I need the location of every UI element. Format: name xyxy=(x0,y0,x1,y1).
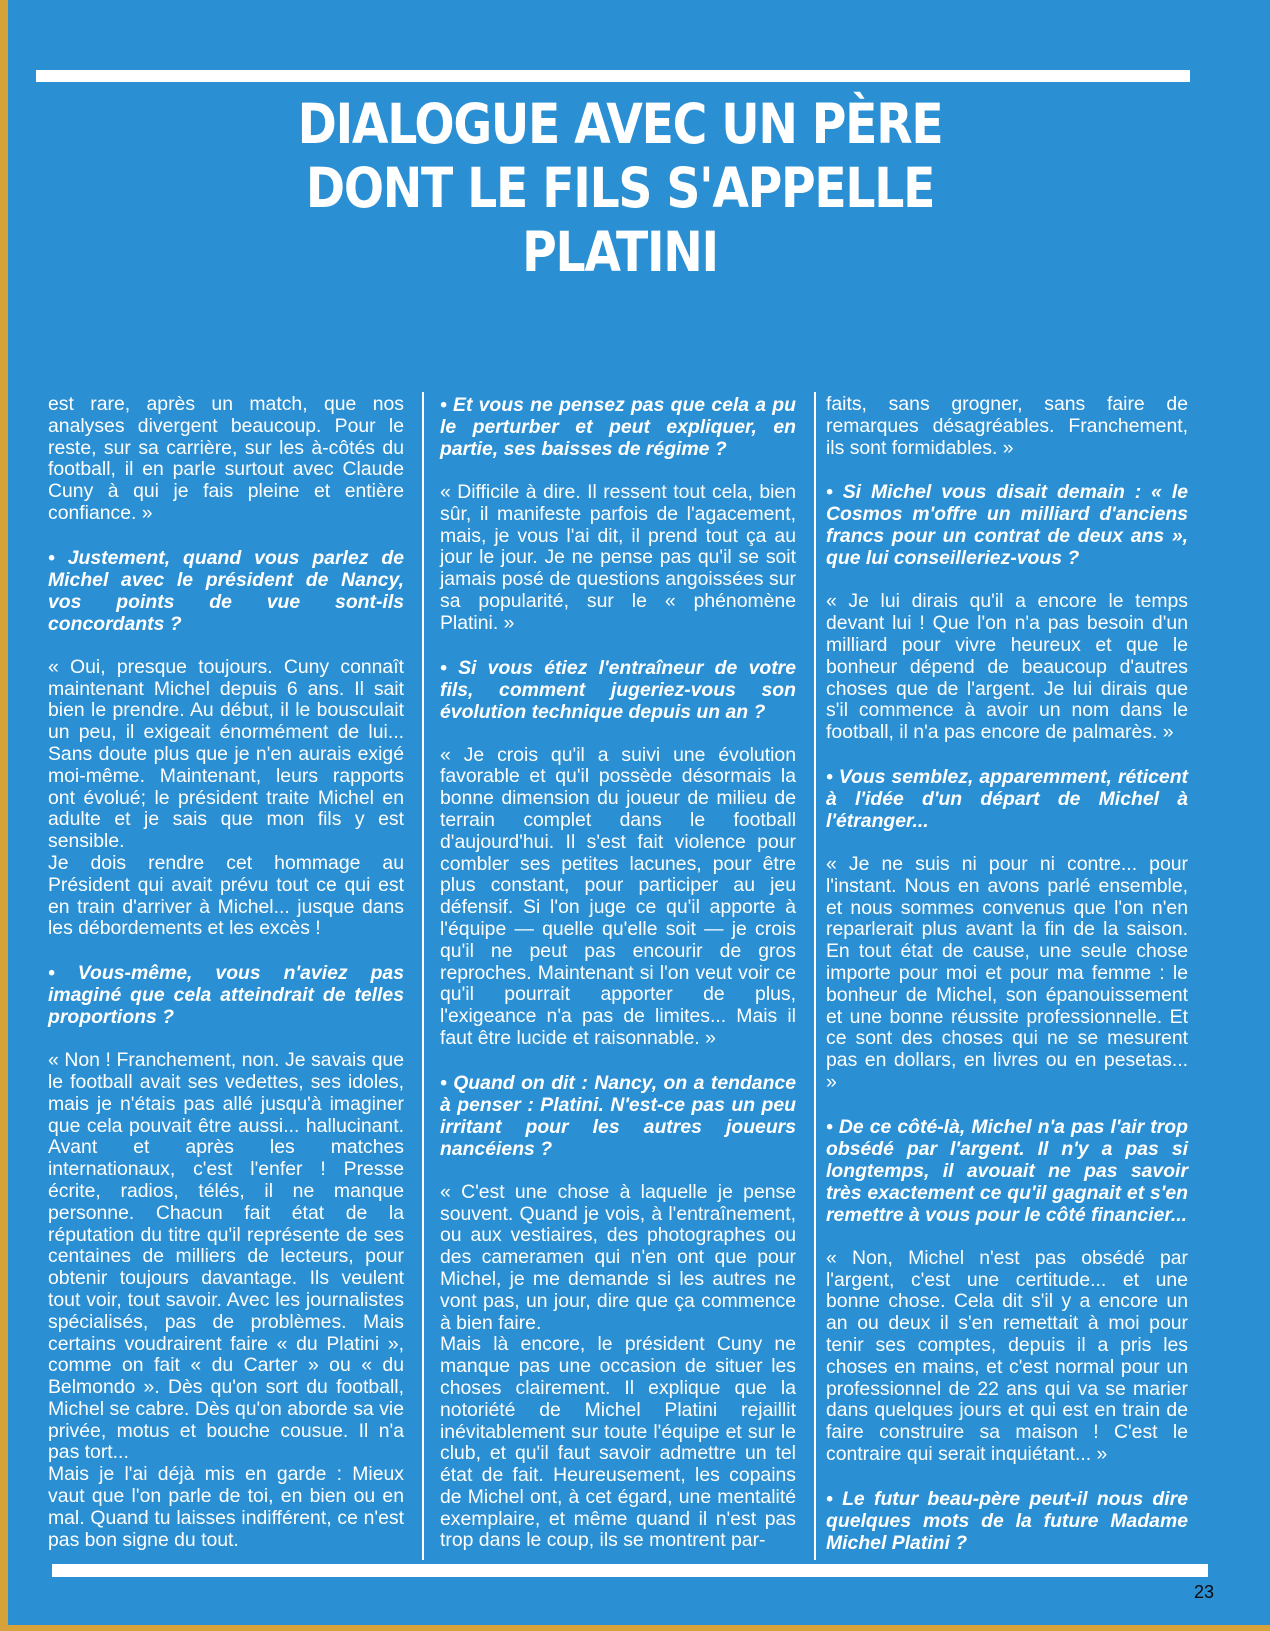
column-divider xyxy=(814,392,816,1560)
answer-paragraph: « Non, Michel n'est pas obsédé par l'argent, c'est une certitude... et une bonne chose. Cela dit s'il y a encore un an ou deux il s'en remettait à moi pour tenir ses comptes, depuis il a pris les choses en mains, et c'est normal pour un professionnel de 22 ans qui va se marier dans quelques jours et qui est en train de faire construire sa maison ! C'est le contraire qui serait inquiétant... » xyxy=(826,1246,1188,1465)
question-paragraph: • Justement, quand vous parlez de Michel avec le président de Nancy, vos points de vue sont-ils concordants ? xyxy=(48,546,404,635)
title-line: PLATINI xyxy=(522,220,718,284)
question-paragraph: • Si vous étiez l'entraîneur de votre fils, comment jugeriez-vous son évolution technique depuis un an ? xyxy=(440,656,796,723)
page-edge xyxy=(0,0,8,1631)
question-paragraph: • Le futur beau-père peut-il nous dire quelques mots de la future Madame Michel Platini ? xyxy=(826,1487,1188,1554)
text-column-1 xyxy=(48,394,404,1573)
question-paragraph: • Et vous ne pensez pas que cela a pu le perturber et peut expliquer, en partie, ses baisses de régime ? xyxy=(440,394,796,460)
question-paragraph: • Si Michel vous disait demain : « le Cosmos m'offre un milliard d'anciens francs pour un contrat de deux ans », que lui conseilleriez-vous ? xyxy=(826,481,1188,570)
answer-paragraph: « Non ! Franchement, non. Je savais que le football avait ses vedettes, ses idoles, mais je n'étais pas allé jusqu'à imaginer que cela pouvait être aussi... hallucinant. Avant et après les matches internationaux, c'est l'enfer ! Presse écrite, radios, télés, il ne manque personne. Chacun fait état de la réputation du titre qu'il représente de ses centaines de milliers de lecteurs, pour obtenir toujours davantage. Ils veulent tout voir, tout savoir. Avec les journalistes spécialisés, pas de problèmes. Mais certains voudrairent faire « du Platini », comme on fait « du Carter » ou « du Belmondo ». Dès qu'on sort du football, Michel se cabre. Dès qu'on aborde sa vie privée, motus et bouche cousue. Il n'a pas tort... xyxy=(48,1049,404,1464)
column-divider xyxy=(422,392,424,1560)
answer-paragraph: « Difficile à dire. Il ressent tout cela, bien sûr, il manifeste parfois de l'agacement, mais, je vous l'ai dit, il prend tout ça au jour le jour. Je ne pense pas qu'il se soit jamais posé de questions angoissées sur sa popularité, sur le « phénomène Platini. » xyxy=(440,481,796,634)
answer-paragraph: « Je crois qu'il a suivi une évolution favorable et qu'il possède désormais la bonne dimension du joueur de milieu de terrain complet dans le football d'aujourd'hui. Il s'est fait violence pour combler ses petites lacunes, pour être plus constant, pour participer au jeu défensif. Si l'on juge ce qu'il apporte à l'équipe — quelle qu'elle soit — je crois qu'il ne peut pas encourir de gros reproches. Maintenant si l'on veut voir ce qu'il pourrait apporter de plus, l'exigeance n'a pas de limites... Mais il faut être lucide et raisonnable. » xyxy=(440,743,796,1049)
question-paragraph: • Vous-même, vous n'aviez pas imaginé que cela atteindrait de telles proportions ? xyxy=(48,962,404,1029)
question-paragraph: • De ce côté-là, Michel n'a pas l'air trop obsédé par l'argent. Il n'y a pas si longtemps, il avouait ne pas savoir très exactement ce qu'il gagnait et s'en remettre à vous pour le côté financier... xyxy=(826,1115,1188,1226)
answer-paragraph: Mais là encore, le président Cuny ne manque pas une occasion de situer les choses clairement. Il explique que la notoriété de Michel Platini rejaillit inévitablement sur toute l'équipe et sur le club, et qu'il faut savoir admettre un tel état de fait. Heureusement, les copains de Michel ont, à cet égard, une mentalité exemplaire, et même quand il n'est pas trop dans le coup, ils se montrent par- xyxy=(440,1333,796,1552)
answer-paragraph: « Oui, presque toujours. Cuny connaît maintenant Michel depuis 6 ans. Il sait bien le prendre. Au début, il le bousculait un peu, il exigeait énormément de lui... Sans doute plus que je n'en aurais exigé moi-même. Maintenant, leurs rapports ont évolué; le président traite Michel en adulte et je sais que mon fils y est sensible. xyxy=(48,655,404,853)
answer-paragraph: Mais je l'ai déjà mis en garde : Mieux vaut que l'on parle de toi, en bien ou en mal. Quand tu laisses indifférent, ce n'est pas bon signe du tout. xyxy=(48,1463,404,1551)
page-number: 23 xyxy=(1193,1582,1214,1602)
question-paragraph: • Quand on dit : Nancy, on a tendance à penser : Platini. N'est-ce pas un peu irritant pour les autres joueurs nancéiens ? xyxy=(440,1071,796,1160)
answer-paragraph: faits, sans grogner, sans faire de remarques désagréables. Franchement, ils sont formidables. » xyxy=(826,393,1188,459)
answer-paragraph: « C'est une chose à laquelle je pense souvent. Quand je vois, à l'entraînement, ou aux vestiaires, des photographes ou des cameramen qui n'en ont que pour Michel, je me demande si les autres ne vont pas, un jour, dire que ça commence à bien faire. xyxy=(440,1180,796,1334)
answer-paragraph: « Je lui dirais qu'il a encore le temps devant lui ! Que l'on n'a pas besoin d'un milliard pour vivre heureux et que le bonheur dépend de beaucoup d'autres choses que de l'argent. Je lui dirais que s'il commence à avoir un nom dans le football, il n'a pas encore de palmarès. » xyxy=(826,590,1188,744)
answer-paragraph: est rare, après un match, que nos analyses divergent beaucoup. Pour le reste, sur sa carrière, sur les à-côtés du football, il en parle surtout avec Claude Cuny à qui je fais pleine et entière confiance. » xyxy=(48,393,404,524)
page-edge-bottom xyxy=(0,1625,1270,1631)
question-paragraph: • Vous semblez, apparemment, réticent à l'idée d'un départ de Michel à l'étranger... xyxy=(826,765,1188,832)
text-column-2 xyxy=(440,394,796,1574)
bottom-rule xyxy=(52,1564,1208,1577)
article-title xyxy=(173,92,1067,284)
title-line: DONT LE FILS S'APPELLE xyxy=(305,156,935,220)
answer-paragraph: « Je ne suis ni pour ni contre... pour l'instant. Nous en avons parlé ensemble, et nous sommes convenus que l'on n'en reparlerait plus avant la fin de la saison. En tout état de cause, une seule chose importe pour moi et pour ma femme : le bonheur de Michel, son épanouissement et une bonne réussite professionnelle. Et ce sont des choses qui ne se mesurent pas en dollars, en livres ou en pesetas... » xyxy=(826,852,1188,1093)
title-line: DIALOGUE AVEC UN PÈRE xyxy=(297,92,943,156)
top-rule xyxy=(36,70,1190,82)
text-column-3 xyxy=(826,394,1188,1576)
answer-paragraph: Je dois rendre cet hommage au Président qui avait prévu tout ce qui est en train d'arriver à Michel... jusque dans les débordements et les excès ! xyxy=(48,851,404,940)
